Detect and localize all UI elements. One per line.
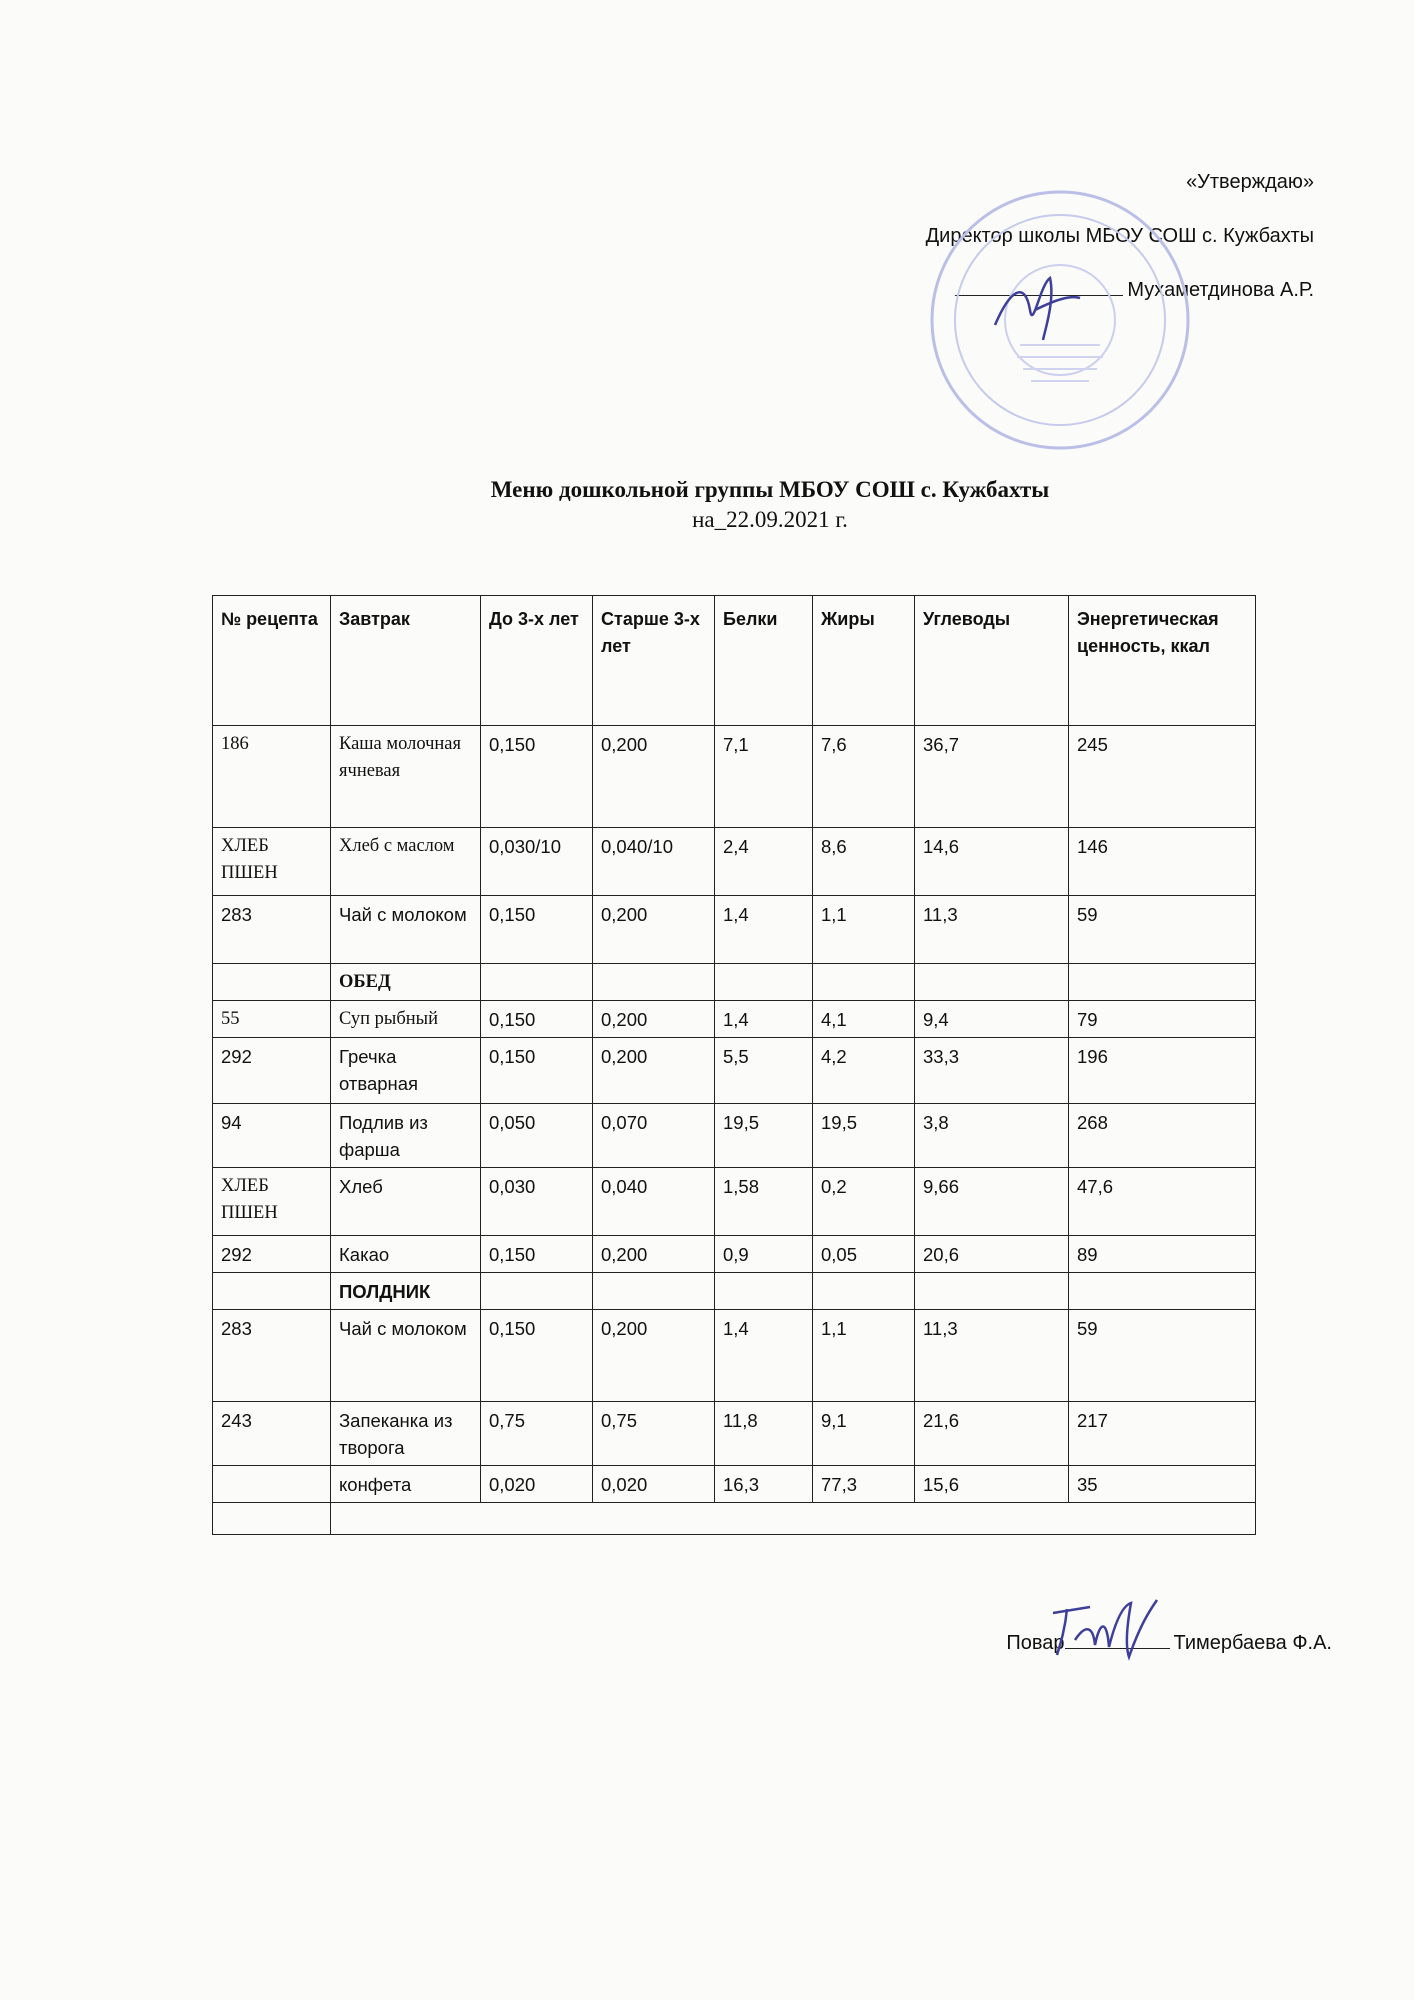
fat-cell: 9,1: [813, 1402, 915, 1466]
over3-cell: 0,200: [593, 1310, 715, 1402]
title-line-1: Меню дошкольной группы МБОУ СОШ с. Кужбахты: [490, 477, 1050, 502]
protein-cell: 1,4: [715, 1001, 813, 1038]
under3-cell: 0,150: [481, 726, 593, 828]
director-name: Мухаметдинова А.Р.: [1127, 279, 1314, 301]
recipe-cell: 292: [213, 1038, 331, 1104]
header-fat: Жиры: [813, 596, 915, 726]
table-row: [213, 1466, 1256, 1503]
energy-cell: 79: [1069, 1001, 1256, 1038]
energy-cell: 59: [1069, 896, 1256, 964]
fat-cell: 19,5: [813, 1104, 915, 1168]
over3-cell: 0,070: [593, 1104, 715, 1168]
carbs-cell: 11,3: [915, 896, 1069, 964]
fat-cell: 4,2: [813, 1038, 915, 1104]
protein-cell: 0,9: [715, 1236, 813, 1273]
table-row: [213, 1038, 1256, 1104]
fat-cell: 4,1: [813, 1001, 915, 1038]
over3-cell: 0,040: [593, 1168, 715, 1236]
dish-cell: Чай с молоком: [331, 896, 481, 964]
carbs-cell: 33,3: [915, 1038, 1069, 1104]
under3-cell: 0,150: [481, 1001, 593, 1038]
recipe-cell: 283: [213, 896, 331, 964]
over3-cell: 0,200: [593, 896, 715, 964]
header-protein: Белки: [715, 596, 813, 726]
carbs-cell: 15,6: [915, 1466, 1069, 1503]
energy-cell: 245: [1069, 726, 1256, 828]
over3-cell: 0,200: [593, 1236, 715, 1273]
under3-cell: 0,030: [481, 1168, 593, 1236]
protein-cell: 11,8: [715, 1402, 813, 1466]
over3-cell: 0,040/10: [593, 828, 715, 896]
fat-cell: 77,3: [813, 1466, 915, 1503]
recipe-cell: 292: [213, 1236, 331, 1273]
protein-cell: 1,58: [715, 1168, 813, 1236]
protein-cell: 1,4: [715, 896, 813, 964]
over3-cell: 0,200: [593, 1038, 715, 1104]
energy-cell: 268: [1069, 1104, 1256, 1168]
fat-cell: 0,2: [813, 1168, 915, 1236]
dish-cell: Гречка отварная: [331, 1038, 481, 1104]
table-row: [213, 1104, 1256, 1168]
recipe-cell: ХЛЕБ ПШЕН: [213, 1168, 331, 1236]
recipe-cell: 55: [213, 1001, 331, 1038]
over3-cell: 0,200: [593, 1001, 715, 1038]
dish-cell: Подлив из фарша: [331, 1104, 481, 1168]
energy-cell: 89: [1069, 1236, 1256, 1273]
section-row: [213, 1273, 1256, 1310]
fat-cell: 1,1: [813, 896, 915, 964]
under3-cell: 0,150: [481, 896, 593, 964]
energy-cell: 146: [1069, 828, 1256, 896]
energy-cell: 47,6: [1069, 1168, 1256, 1236]
recipe-cell: 186: [213, 726, 331, 828]
header-under-3: До 3-х лет: [481, 596, 593, 726]
under3-cell: 0,030/10: [481, 828, 593, 896]
director-line: Директор школы МБОУ СОШ с. Кужбахты: [925, 225, 1314, 247]
header-carbs: Углеводы: [915, 596, 1069, 726]
under3-cell: 0,050: [481, 1104, 593, 1168]
table-row: [213, 1236, 1256, 1273]
header-recipe: № рецепта: [213, 596, 331, 726]
recipe-cell: 243: [213, 1402, 331, 1466]
dish-cell: конфета: [331, 1466, 481, 1503]
recipe-cell: 283: [213, 1310, 331, 1402]
cook-name: Тимербаева Ф.А.: [1173, 1632, 1332, 1654]
table-row: [213, 1168, 1256, 1236]
carbs-cell: 3,8: [915, 1104, 1069, 1168]
carbs-cell: 11,3: [915, 1310, 1069, 1402]
director-signature: [985, 270, 1085, 345]
carbs-cell: 14,6: [915, 828, 1069, 896]
table-row: [213, 726, 1256, 828]
recipe-cell: ХЛЕБ ПШЕН: [213, 828, 331, 896]
dish-cell: Хлеб: [331, 1168, 481, 1236]
table-row: [213, 1310, 1256, 1402]
protein-cell: 5,5: [715, 1038, 813, 1104]
fat-cell: 8,6: [813, 828, 915, 896]
title-line-2: на_22.09.2021 г.: [692, 507, 848, 532]
under3-cell: 0,150: [481, 1038, 593, 1104]
energy-cell: 59: [1069, 1310, 1256, 1402]
table-header-row: [213, 596, 1256, 726]
carbs-cell: 9,66: [915, 1168, 1069, 1236]
fat-cell: 0,05: [813, 1236, 915, 1273]
header-over-3: Старше 3-х лет: [593, 596, 715, 726]
empty-row: [213, 1503, 1256, 1535]
protein-cell: 7,1: [715, 726, 813, 828]
table-row: [213, 1402, 1256, 1466]
section-row: [213, 964, 1256, 1001]
over3-cell: 0,020: [593, 1466, 715, 1503]
cook-label: Повар: [1006, 1632, 1065, 1654]
header-breakfast: Завтрак: [331, 596, 481, 726]
under3-cell: 0,150: [481, 1310, 593, 1402]
under3-cell: 0,75: [481, 1402, 593, 1466]
carbs-cell: 20,6: [915, 1236, 1069, 1273]
approval-title: «Утверждаю»: [1186, 171, 1314, 193]
header-energy: Энергетическая ценность, ккал: [1069, 596, 1256, 726]
table-row: [213, 1001, 1256, 1038]
energy-cell: 35: [1069, 1466, 1256, 1503]
menu-table: [212, 595, 1256, 1535]
energy-cell: 217: [1069, 1402, 1256, 1466]
carbs-cell: 9,4: [915, 1001, 1069, 1038]
over3-cell: 0,200: [593, 726, 715, 828]
protein-cell: 2,4: [715, 828, 813, 896]
carbs-cell: 36,7: [915, 726, 1069, 828]
table-row: [213, 828, 1256, 896]
energy-cell: 196: [1069, 1038, 1256, 1104]
under3-cell: 0,020: [481, 1466, 593, 1503]
protein-cell: 1,4: [715, 1310, 813, 1402]
dish-cell: Хлеб с маслом: [331, 828, 481, 896]
fat-cell: 7,6: [813, 726, 915, 828]
dish-cell: Запеканка из творога: [331, 1402, 481, 1466]
under3-cell: 0,150: [481, 1236, 593, 1273]
carbs-cell: 21,6: [915, 1402, 1069, 1466]
document-title: [0, 475, 1414, 535]
section-title-lunch: ОБЕД: [331, 964, 481, 1001]
dish-cell: Чай с молоком: [331, 1310, 481, 1402]
dish-cell: Каша молочная ячневая: [331, 726, 481, 828]
fat-cell: 1,1: [813, 1310, 915, 1402]
over3-cell: 0,75: [593, 1402, 715, 1466]
recipe-cell: [213, 1466, 331, 1503]
dish-cell: Суп рыбный: [331, 1001, 481, 1038]
protein-cell: 19,5: [715, 1104, 813, 1168]
recipe-cell: 94: [213, 1104, 331, 1168]
table-row: [213, 896, 1256, 964]
section-title-snack: ПОЛДНИК: [331, 1273, 481, 1310]
dish-cell: Какао: [331, 1236, 481, 1273]
cook-signature: [1045, 1595, 1165, 1665]
protein-cell: 16,3: [715, 1466, 813, 1503]
